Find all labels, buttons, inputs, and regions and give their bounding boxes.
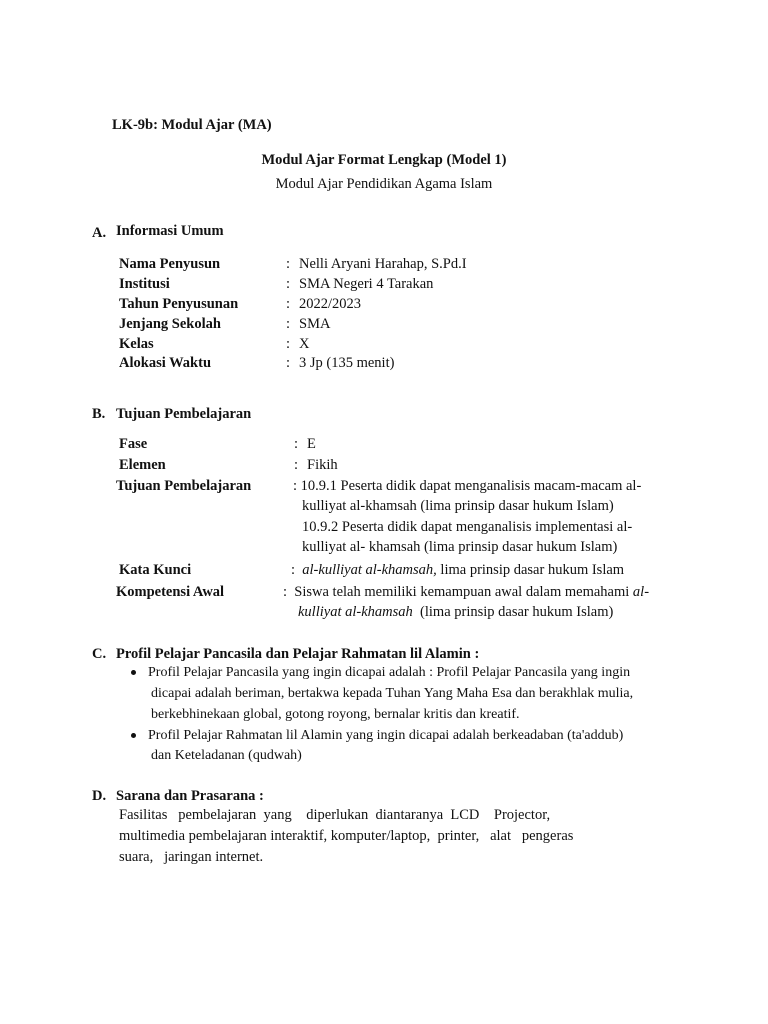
info-value: 2022/2023 (299, 296, 362, 312)
section-d-letter: D. (92, 788, 107, 804)
bullet-icon (131, 670, 136, 675)
list-item-line: Profil Pelajar Pancasila yang ingin dicapai adalah : Profil Pelajar Pancasila yang ingin (148, 665, 631, 680)
kata-kunci-label: Kata Kunci (119, 562, 192, 578)
doc-subtitle: Modul Ajar Pendidikan Agama Islam (275, 176, 493, 192)
tujuan-label: Tujuan Pembelajaran (116, 478, 252, 494)
section-d-heading: Sarana dan Prasarana : (116, 788, 264, 804)
doc-title: Modul Ajar Format Lengkap (Model 1) (261, 152, 507, 168)
info-label: Jenjang Sekolah (119, 316, 221, 332)
list-item-line: Profil Pelajar Rahmatan lil Alamin yang ingin dicapai adalah berkeadaban (ta'addub) (148, 728, 624, 743)
elemen-value: Fikih (307, 457, 338, 473)
colon: : (286, 355, 291, 371)
info-value: Nelli Aryani Harahap, S.Pd.I (299, 256, 467, 272)
tujuan-line: 10.9.2 Peserta didik dapat menganalisis implementasi al- (302, 519, 633, 535)
kompetensi-awal-text: (lima prinsip dasar hukum Islam) (420, 604, 614, 620)
bullet-icon (131, 733, 136, 738)
section-b-heading: Tujuan Pembelajaran (116, 406, 252, 422)
kata-kunci-italic: al-kulliyat al-khamsah, (302, 562, 437, 578)
list-item-line: dan Keteladanan (qudwah) (151, 748, 302, 763)
colon: : (286, 316, 291, 332)
tujuan-line: kulliyat al-khamsah (lima prinsip dasar hukum Islam) (302, 498, 614, 514)
section-c-heading: Profil Pelajar Pancasila dan Pelajar Rahmatan lil Alamin : (116, 646, 480, 662)
info-label: Institusi (119, 276, 170, 292)
fase-value: E (307, 436, 316, 452)
colon: : (286, 256, 291, 272)
kompetensi-awal-label: Kompetensi Awal (116, 584, 225, 600)
info-label: Tahun Penyusunan (119, 296, 239, 312)
kompetensi-awal-line: : Siswa telah memiliki kemampuan awal dalam memahami al- (283, 584, 650, 600)
colon: : (294, 457, 299, 473)
info-value: SMA (299, 316, 331, 332)
info-value: 3 Jp (135 menit) (299, 355, 395, 371)
colon: : (286, 296, 291, 312)
elemen-label: Elemen (119, 457, 166, 473)
section-a-heading: Informasi Umum (116, 223, 224, 239)
sarana-line: suara, jaringan internet. (119, 849, 264, 865)
tujuan-line: kulliyat al- khamsah (lima prinsip dasar hukum Islam) (302, 539, 618, 555)
info-value: X (299, 336, 310, 352)
section-a-letter: A. (92, 225, 107, 241)
kompetensi-awal-text: Siswa telah memiliki kemampuan awal dalam memahami (294, 584, 630, 600)
list-item-line: berkebhinekaan global, gotong royong, bernalar kritis dan kreatif. (151, 707, 520, 722)
fase-label: Fase (119, 436, 148, 452)
colon: : (294, 436, 299, 452)
info-value: SMA Negeri 4 Tarakan (299, 276, 434, 292)
kompetensi-awal-italic: kulliyat al-khamsah (298, 604, 413, 620)
sarana-line: multimedia pembelajaran interaktif, komputer/laptop, printer, alat pengeras (119, 828, 574, 844)
info-label: Alokasi Waktu (119, 355, 212, 371)
kata-kunci-rest: lima prinsip dasar hukum Islam (440, 562, 625, 578)
list-item-line: dicapai adalah beriman, bertakwa kepada Tuhan Yang Maha Esa dan berakhlak mulia, (151, 686, 634, 701)
colon: : (286, 276, 291, 292)
section-c-letter: C. (92, 646, 107, 662)
tujuan-line: : 10.9.1 Peserta didik dapat menganalisis macam-macam al- (293, 478, 642, 494)
section-b-letter: B. (92, 406, 106, 422)
kompetensi-awal-line (298, 602, 613, 622)
doc-label: LK-9b: Modul Ajar (MA) (112, 117, 272, 133)
kompetensi-awal-italic: al- (632, 584, 650, 600)
info-label: Kelas (119, 336, 154, 352)
kata-kunci-value: : al-kulliyat al-khamsah, lima prinsip dasar hukum Islam (291, 562, 625, 578)
colon: : (286, 336, 291, 352)
info-label: Nama Penyusun (119, 256, 221, 272)
sarana-line: Fasilitas pembelajaran yang diperlukan diantaranya LCD Projector, (119, 807, 551, 823)
